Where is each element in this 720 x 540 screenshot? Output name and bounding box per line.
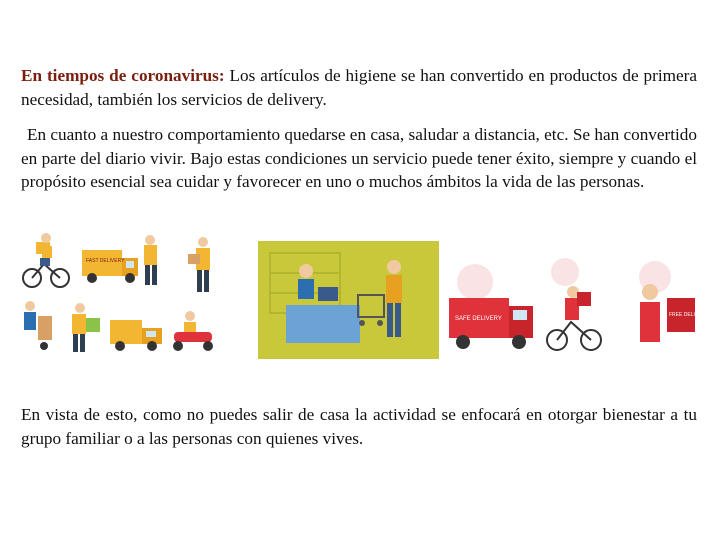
- behavior-paragraph: En cuanto a nuestro comportamiento quedarse en casa, saludar a distancia, etc. Se han convertido en parte del diario vivir. Bajo estas condiciones un servicio puede tener éxito, siempre y cuando el propósito esencial sea cuidar y favorecer en uno o muchos ámbitos la vida de las personas.: [21, 125, 697, 191]
- cashier: [298, 264, 314, 299]
- yellow-van: [110, 320, 162, 351]
- delivery-workers-illustration: [20, 230, 230, 362]
- bike-courier: [547, 286, 601, 350]
- delivery-van-bike-illustration: [445, 252, 709, 364]
- worker-with-box: [144, 235, 157, 285]
- courier-with-bag: [640, 284, 709, 342]
- supermarket-checkout-illustration: [258, 241, 439, 359]
- delivery-truck: [82, 250, 138, 283]
- intro-text: Los artículos de higiene se han convertido en productos de primera necesidad, también los servicios de delivery.: [21, 66, 697, 109]
- worker-masked: [188, 237, 210, 292]
- intro-paragraph: [21, 64, 697, 111]
- truck-label: FAST DELIVERY: [86, 258, 125, 264]
- hand-truck-worker: [24, 301, 52, 350]
- bag-label: FREE DELIVERY: [669, 312, 709, 318]
- grocery-carrier: [72, 303, 100, 352]
- scooter-courier: [173, 311, 213, 351]
- closing-paragraph: En vista de esto, como no puedes salir de casa la actividad se enfocará en otorgar bienestar a tu grupo familiar o a las personas con quienes vives.: [21, 405, 697, 448]
- van-label: SAFE DELIVERY: [455, 316, 502, 322]
- intro-lead: En tiempos de coronavirus:: [21, 66, 225, 85]
- cyclist-figure: [23, 233, 69, 287]
- red-van: [449, 298, 533, 349]
